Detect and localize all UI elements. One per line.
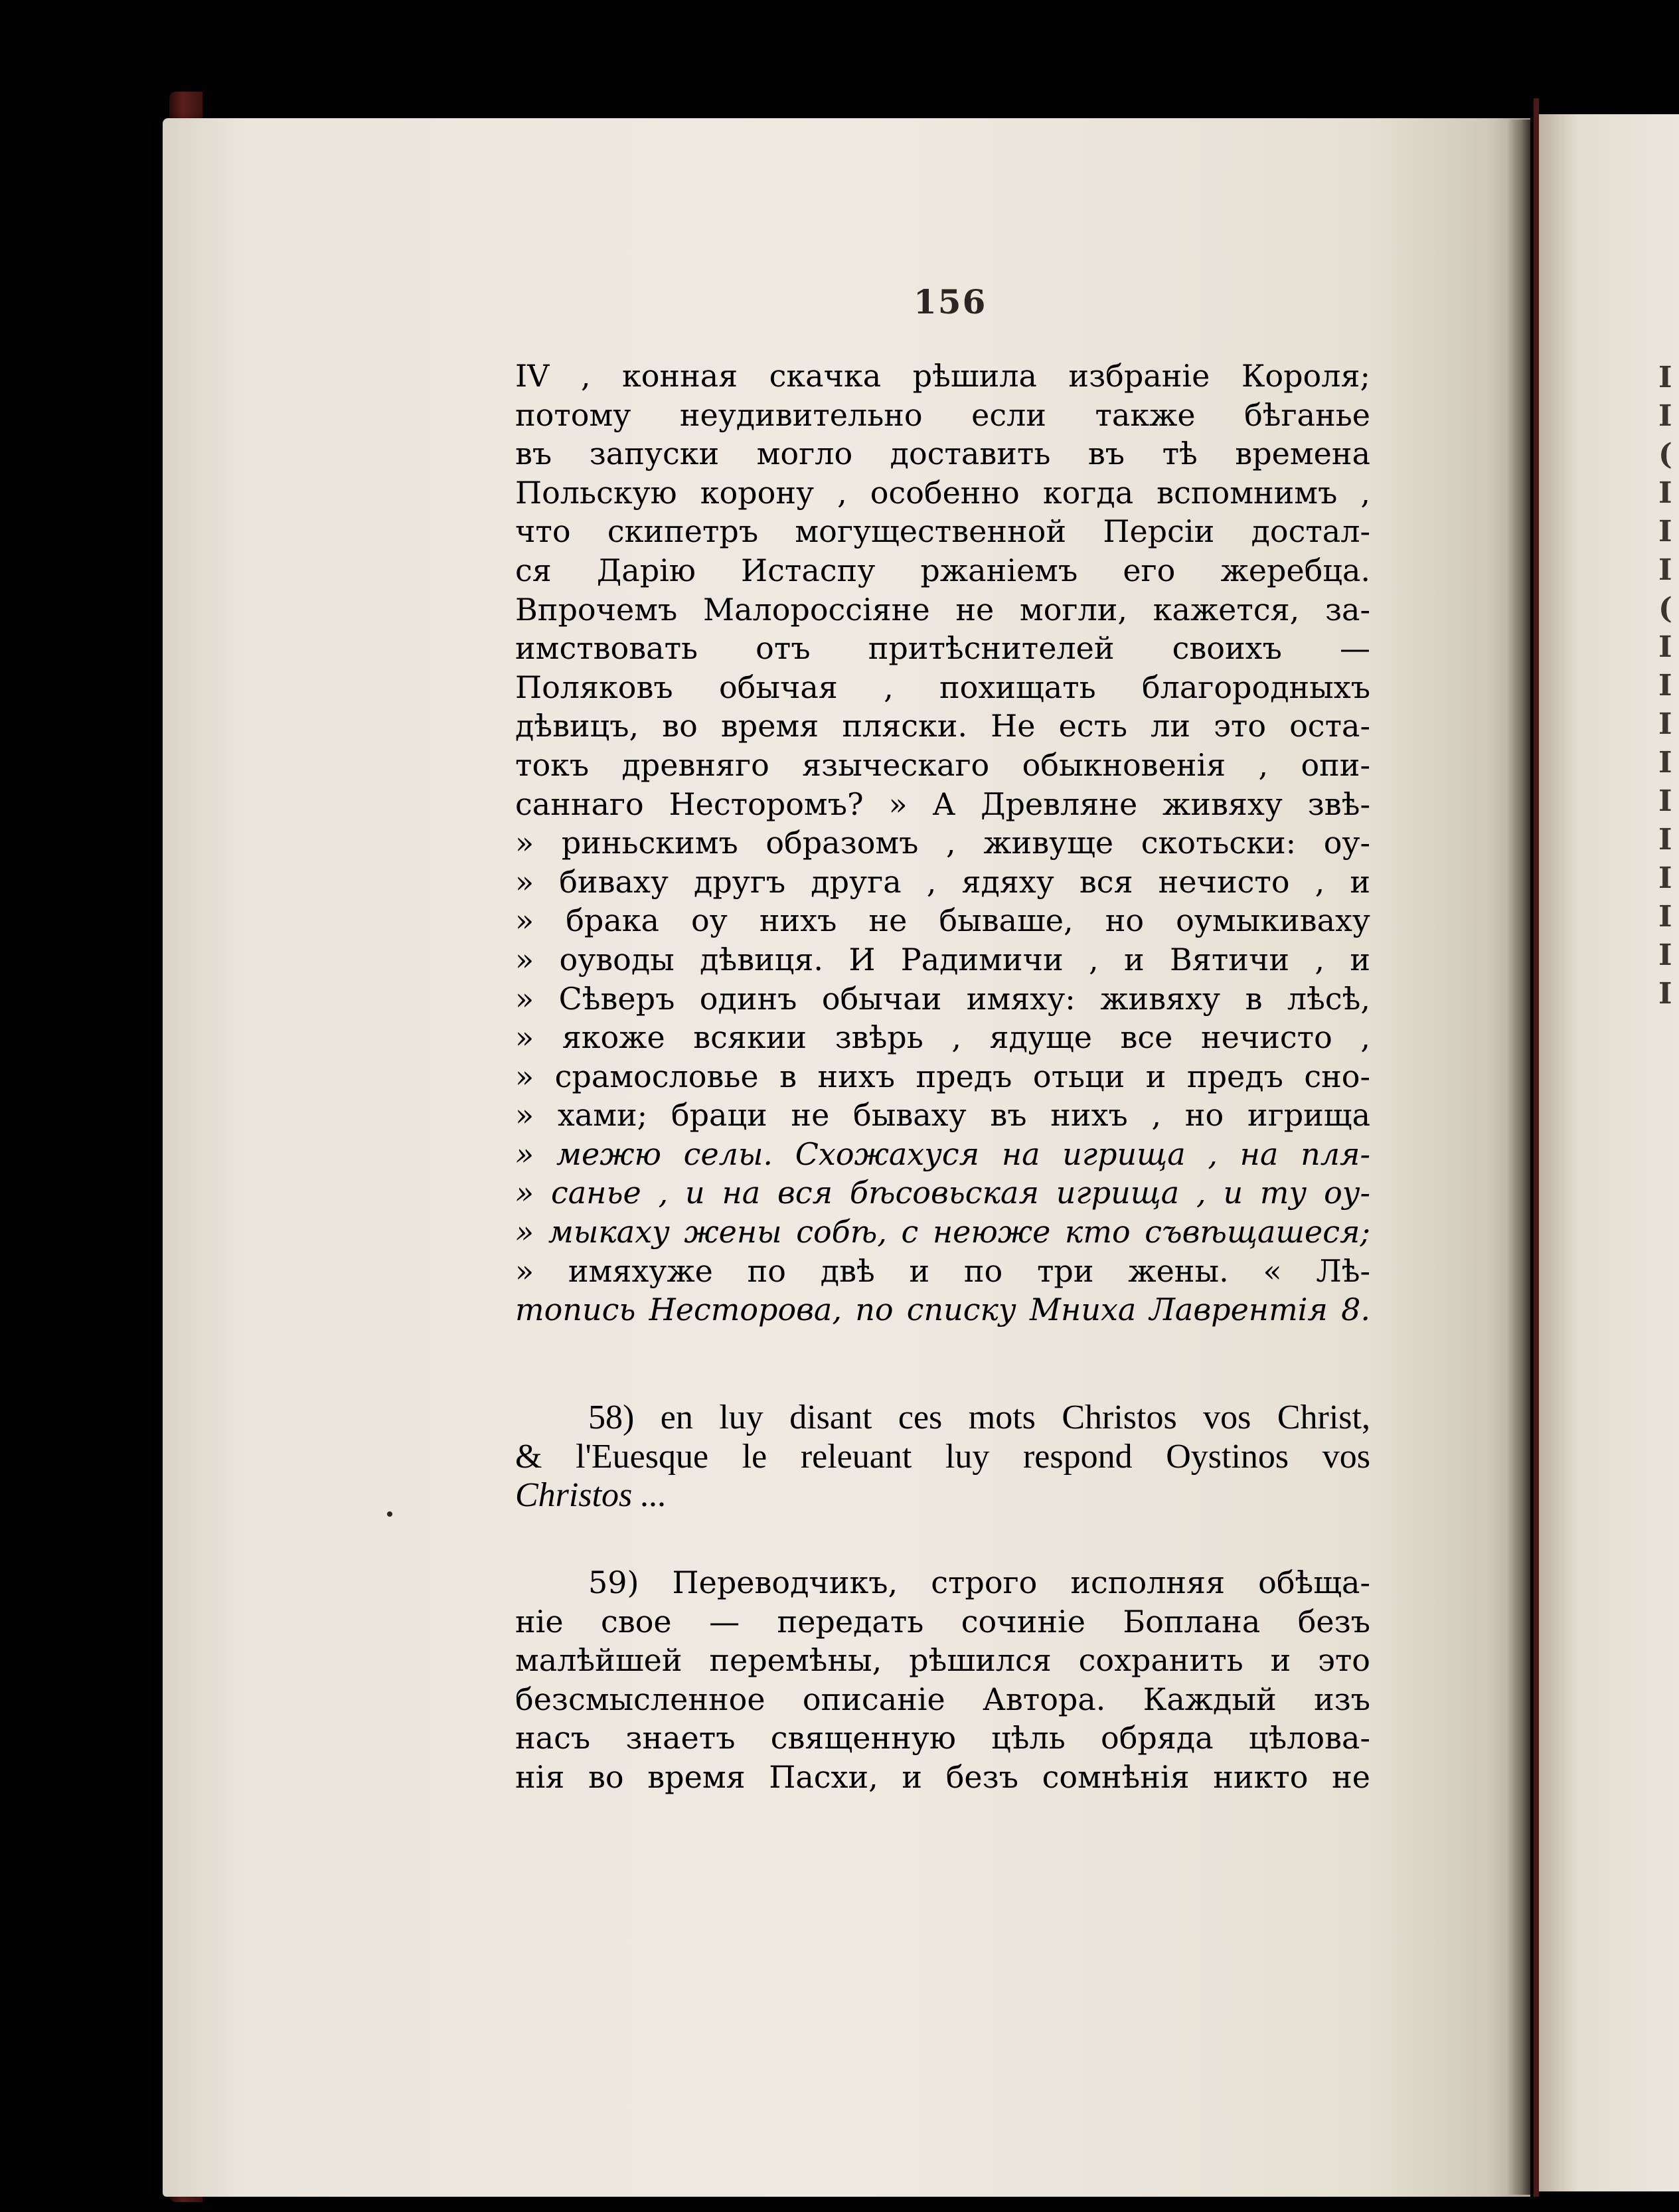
text-line: Christos ... — [515, 1476, 667, 1515]
text-line: » срамословье в нихъ предъ отьци и предъ сно- — [515, 1058, 1370, 1094]
facing-page-letter: I — [1658, 553, 1672, 587]
text-line: Польскую корону , особенно когда вспомнимъ , — [515, 474, 1370, 511]
page-gutter-shadow — [1507, 120, 1531, 2195]
text-line: » санье , и на вся бѣсовьская игрища , и ту оу- — [515, 1175, 1370, 1211]
facing-page-letter: I — [1658, 515, 1672, 549]
facing-page-letter: I — [1658, 707, 1672, 741]
footnote-59 — [515, 1563, 1370, 1797]
facing-page-letter: I — [1658, 361, 1672, 394]
facing-page-letter: I — [1658, 399, 1672, 433]
text-line: ніе свое — передать сочиніе Боплана безъ — [515, 1603, 1370, 1640]
facing-page-letter: I — [1658, 630, 1672, 664]
facing-page-letter: I — [1658, 669, 1672, 703]
right-cover-edge — [1534, 98, 1539, 2197]
text-line: » якоже всякии звѣрь , ядуще все нечисто , — [515, 1019, 1370, 1056]
text-line: малѣйшей перемѣны, рѣшился сохранить и это — [515, 1642, 1370, 1679]
main-paragraph — [515, 357, 1370, 1329]
facing-page-letter: I — [1658, 746, 1672, 780]
text-line: Поляковъ обычая , похищать благородныхъ — [515, 669, 1370, 705]
text-line: ся Дарію Истаспу ржаніемъ его жеребца. — [515, 552, 1370, 588]
facing-page-letter: I — [1658, 900, 1672, 934]
facing-page-letter: I — [1658, 861, 1672, 895]
text-line: въ запуски могло доставить въ тѣ времена — [515, 436, 1370, 472]
footnote-58 — [515, 1399, 1370, 1515]
facing-page-letter: ( — [1658, 438, 1672, 471]
text-line: саннаго Несторомъ? » А Древляне живяху звѣ- — [515, 786, 1370, 822]
page-number: 156 — [914, 282, 987, 321]
text-line: & l'Euesque le releuant luy respond Oystinos vos — [515, 1437, 1370, 1476]
facing-page-letter: I — [1658, 823, 1672, 857]
facing-page-letter: I — [1658, 784, 1672, 818]
text-line: нія во время Пасхи, и безъ сомнѣнія никто не — [515, 1758, 1370, 1795]
text-line: » имяхуже по двѣ и по три жены. « Лѣ- — [515, 1252, 1370, 1289]
text-line: насъ знаетъ священную цѣль обряда цѣлова- — [515, 1720, 1370, 1756]
text-line: » мыкаху жены собѣ, с неюже кто съвѣщашеся; — [515, 1214, 1370, 1250]
text-line: потому неудивительно если также бѣганье — [515, 396, 1370, 433]
facing-page-letter: I — [1658, 476, 1672, 510]
text-line: » риньскимъ образомъ , живуще скотьски: оу- — [515, 825, 1370, 861]
text-line: » хами; браци не бываху въ нихъ , но игрища — [515, 1097, 1370, 1134]
text-line: » брака оу нихъ не бываше, но оумыкиваху — [515, 902, 1370, 939]
text-line: Впрочемъ Малороссіяне не могли, кажется, за- — [515, 591, 1370, 628]
facing-page-letter: I — [1658, 938, 1672, 972]
text-line: 59) Переводчикъ, строго исполняя обѣща- — [588, 1565, 1370, 1600]
text-line: токъ древняго языческаго обыкновенія , опи- — [515, 746, 1370, 783]
text-line: дѣвицъ, во время пляски. Не есть ли это оста- — [515, 708, 1370, 744]
text-line: » оуводы дѣвиця. И Радимичи , и Вятичи , и — [515, 941, 1370, 978]
ink-speck — [387, 1511, 392, 1517]
text-line: » межю селы. Схожахуся на игрища , на пля- — [515, 1136, 1370, 1172]
text-line: » биваху другъ друга , ядяху вся нечисто , и — [515, 863, 1370, 900]
text-line: безсмысленное описаніе Автора. Каждый изъ — [515, 1681, 1370, 1717]
text-line: имствовать отъ притѣснителей своихъ — — [515, 630, 1370, 667]
text-line: IV , конная скачка рѣшила избраніе Короля; — [515, 358, 1370, 394]
facing-page-letter: ( — [1658, 592, 1672, 626]
text-line: 58) en luy disant ces mots Christos vos Christ, — [588, 1399, 1370, 1436]
facing-page-letter: I — [1658, 977, 1672, 1011]
text-line: топись Несторова, по списку Мниха Лаврентія 8. — [515, 1292, 1370, 1328]
text-line: что скипетръ могущественной Персіи достал- — [515, 513, 1370, 550]
text-line: » Сѣверъ одинъ обычаи имяху: живяху в лѣсѣ, — [515, 980, 1370, 1017]
facing-page-fragment — [1658, 359, 1679, 1013]
